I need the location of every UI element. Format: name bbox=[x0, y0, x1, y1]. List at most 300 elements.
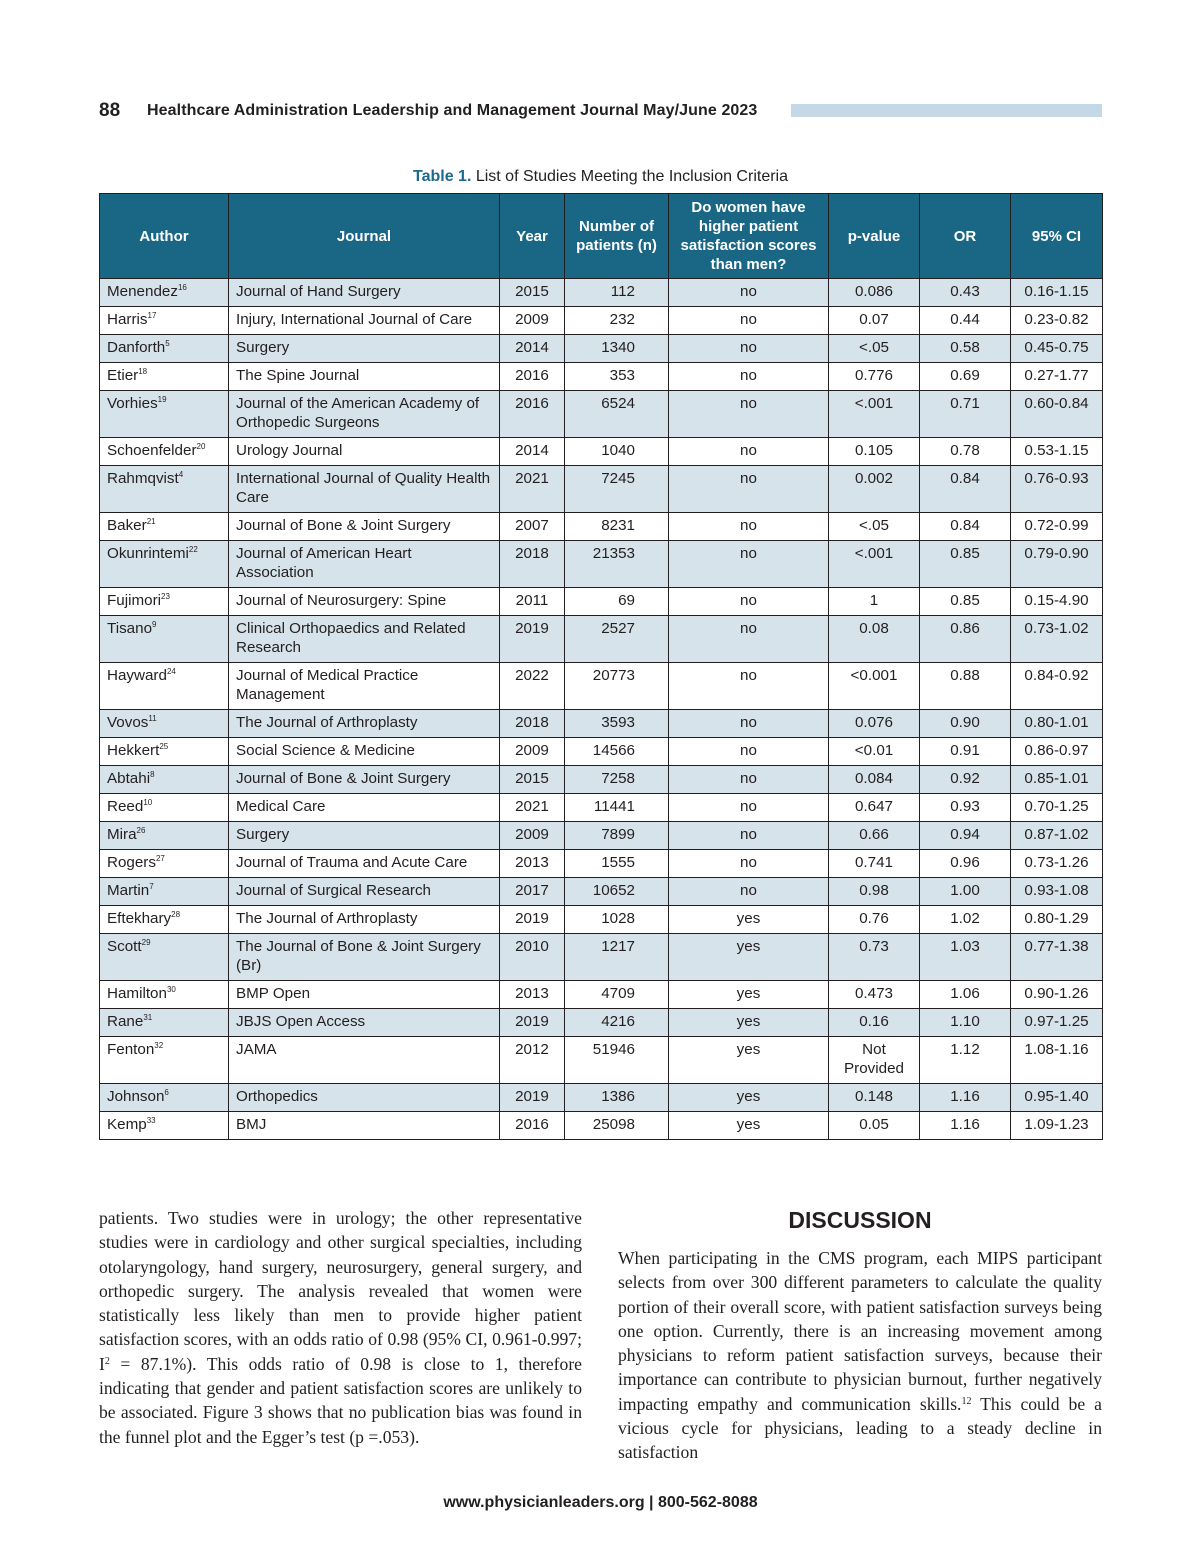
cell-n: 69 bbox=[565, 588, 669, 616]
author-name: Etier bbox=[107, 367, 139, 384]
cell-n: 7245 bbox=[565, 466, 669, 513]
cell-women: no bbox=[669, 541, 829, 588]
author-reference: 25 bbox=[159, 742, 169, 751]
cell-author bbox=[100, 906, 229, 934]
author-reference: 9 bbox=[152, 620, 157, 629]
cell-p: 0.084 bbox=[829, 766, 920, 794]
col-header-patients: Number of patients (n) bbox=[565, 194, 669, 279]
header-bar bbox=[791, 104, 1102, 117]
cell-journal: Journal of the American Academy of Orthopedic Surgeons bbox=[229, 391, 500, 438]
cell-author bbox=[100, 766, 229, 794]
cell-n: 6524 bbox=[565, 391, 669, 438]
table-row bbox=[100, 878, 1103, 906]
table-row bbox=[100, 541, 1103, 588]
author-name: Hekkert bbox=[107, 742, 160, 759]
cell-ci: 0.45-0.75 bbox=[1011, 335, 1103, 363]
cell-n: 1217 bbox=[565, 934, 669, 981]
cell-year: 2009 bbox=[500, 822, 565, 850]
cell-author bbox=[100, 663, 229, 710]
cell-or: 1.16 bbox=[920, 1112, 1011, 1140]
author-name: Rahmqvist bbox=[107, 470, 179, 487]
cell-year: 2022 bbox=[500, 663, 565, 710]
cell-women: no bbox=[669, 616, 829, 663]
cell-or: 1.16 bbox=[920, 1084, 1011, 1112]
cell-p: 0.05 bbox=[829, 1112, 920, 1140]
author-reference: 11 bbox=[148, 714, 157, 723]
cell-ci: 0.27-1.77 bbox=[1011, 363, 1103, 391]
cell-or: 1.06 bbox=[920, 981, 1011, 1009]
discussion-heading: DISCUSSION bbox=[788, 1207, 932, 1233]
cell-women: no bbox=[669, 335, 829, 363]
cell-p: 0.98 bbox=[829, 878, 920, 906]
cell-journal: Clinical Orthopaedics and Related Research bbox=[229, 616, 500, 663]
cell-ci: 0.70-1.25 bbox=[1011, 794, 1103, 822]
cell-author bbox=[100, 1084, 229, 1112]
cell-year: 2019 bbox=[500, 616, 565, 663]
cell-p: Not Provided bbox=[829, 1037, 920, 1084]
cell-year: 2018 bbox=[500, 710, 565, 738]
cell-p: 0.16 bbox=[829, 1009, 920, 1037]
cell-journal: Social Science & Medicine bbox=[229, 738, 500, 766]
table-row bbox=[100, 363, 1103, 391]
cell-women: no bbox=[669, 466, 829, 513]
cell-women: no bbox=[669, 391, 829, 438]
cell-author bbox=[100, 335, 229, 363]
cell-n: 10652 bbox=[565, 878, 669, 906]
author-reference: 29 bbox=[141, 938, 151, 947]
cell-n: 1028 bbox=[565, 906, 669, 934]
cell-ci: 0.86-0.97 bbox=[1011, 738, 1103, 766]
table-row bbox=[100, 738, 1103, 766]
cell-year: 2016 bbox=[500, 363, 565, 391]
i-squared-superscript: 2 bbox=[104, 1355, 110, 1367]
cell-n: 353 bbox=[565, 363, 669, 391]
cell-or: 0.69 bbox=[920, 363, 1011, 391]
cell-ci: 0.23-0.82 bbox=[1011, 307, 1103, 335]
page-footer: www.physicianleaders.org | 800-562-8088 bbox=[443, 1494, 758, 1511]
cell-women: yes bbox=[669, 934, 829, 981]
cell-ci: 0.87-1.02 bbox=[1011, 822, 1103, 850]
author-reference: 32 bbox=[154, 1041, 164, 1050]
cell-n: 7899 bbox=[565, 822, 669, 850]
cell-women: yes bbox=[669, 1009, 829, 1037]
cell-or: 0.78 bbox=[920, 438, 1011, 466]
studies-table bbox=[99, 193, 1103, 1140]
cell-or: 1.02 bbox=[920, 906, 1011, 934]
cell-n: 21353 bbox=[565, 541, 669, 588]
cell-author bbox=[100, 588, 229, 616]
cell-women: no bbox=[669, 850, 829, 878]
cell-women: no bbox=[669, 766, 829, 794]
cell-journal: JBJS Open Access bbox=[229, 1009, 500, 1037]
cell-author bbox=[100, 363, 229, 391]
cell-p: 0.002 bbox=[829, 466, 920, 513]
cell-author bbox=[100, 710, 229, 738]
cell-n: 4216 bbox=[565, 1009, 669, 1037]
cell-year: 2015 bbox=[500, 766, 565, 794]
cell-journal: Journal of Bone & Joint Surgery bbox=[229, 766, 500, 794]
author-reference: 10 bbox=[143, 798, 153, 807]
cell-p: 0.741 bbox=[829, 850, 920, 878]
cell-ci: 0.16-1.15 bbox=[1011, 279, 1103, 307]
cell-n: 7258 bbox=[565, 766, 669, 794]
cell-n: 232 bbox=[565, 307, 669, 335]
cell-year: 2016 bbox=[500, 391, 565, 438]
cell-year: 2012 bbox=[500, 1037, 565, 1084]
cell-p: 0.08 bbox=[829, 616, 920, 663]
cell-p: <0.001 bbox=[829, 663, 920, 710]
author-reference: 5 bbox=[165, 339, 170, 348]
author-reference: 22 bbox=[188, 545, 198, 554]
cell-author bbox=[100, 822, 229, 850]
author-name: Fujimori bbox=[107, 592, 162, 609]
cell-journal: Orthopedics bbox=[229, 1084, 500, 1112]
cell-or: 1.03 bbox=[920, 934, 1011, 981]
cell-ci: 0.53-1.15 bbox=[1011, 438, 1103, 466]
cell-ci: 0.79-0.90 bbox=[1011, 541, 1103, 588]
cell-ci: 0.77-1.38 bbox=[1011, 934, 1103, 981]
cell-or: 1.00 bbox=[920, 878, 1011, 906]
left-paragraph-end: = 87.1%). This odds ratio of 0.98 is close to 1, therefore indicating that gender and patient satisfaction scores are unlikely to be associated. Figure 3 shows that no publication bias was found in the funnel plot and the Egger’s test (p =.053). bbox=[99, 1353, 582, 1447]
cell-year: 2021 bbox=[500, 794, 565, 822]
cell-n: 8231 bbox=[565, 513, 669, 541]
table-row bbox=[100, 513, 1103, 541]
cell-ci: 0.76-0.93 bbox=[1011, 466, 1103, 513]
table-row bbox=[100, 1084, 1103, 1112]
cell-author bbox=[100, 1112, 229, 1140]
author-name: Harris bbox=[107, 311, 148, 328]
cell-or: 0.85 bbox=[920, 588, 1011, 616]
author-name: Mira bbox=[107, 826, 137, 843]
author-reference: 18 bbox=[138, 367, 148, 376]
cell-p: <.001 bbox=[829, 541, 920, 588]
author-name: Reed bbox=[107, 798, 144, 815]
cell-n: 112 bbox=[565, 279, 669, 307]
cell-year: 2018 bbox=[500, 541, 565, 588]
cell-n: 14566 bbox=[565, 738, 669, 766]
discussion-text: When participating in the CMS program, each MIPS participant selects from over 300 different parameters to calculate the quality portion of their overall score, with patient satisfaction surveys being one option. Currently, there is an increasing movement among physicians to reform patient satisfaction surveys, because their importance can contribute to physician burnout, further negatively impacting empathy and communication skills. bbox=[618, 1248, 1102, 1414]
cell-p: <0.01 bbox=[829, 738, 920, 766]
left-column-text bbox=[99, 1206, 582, 1449]
cell-n: 4709 bbox=[565, 981, 669, 1009]
cell-author bbox=[100, 279, 229, 307]
page-header bbox=[99, 100, 1102, 124]
cell-journal: International Journal of Quality Health Care bbox=[229, 466, 500, 513]
author-reference: 6 bbox=[164, 1088, 169, 1097]
cell-year: 2017 bbox=[500, 878, 565, 906]
col-header-author: Author bbox=[100, 194, 229, 279]
col-header-or: OR bbox=[920, 194, 1011, 279]
author-reference: 16 bbox=[177, 283, 187, 292]
cell-journal: The Spine Journal bbox=[229, 363, 500, 391]
cell-p: <.05 bbox=[829, 513, 920, 541]
cell-author bbox=[100, 513, 229, 541]
cell-n: 1340 bbox=[565, 335, 669, 363]
cell-journal: BMJ bbox=[229, 1112, 500, 1140]
cell-p: 0.148 bbox=[829, 1084, 920, 1112]
cell-women: yes bbox=[669, 1112, 829, 1140]
cell-author bbox=[100, 934, 229, 981]
cell-women: no bbox=[669, 438, 829, 466]
cell-or: 0.86 bbox=[920, 616, 1011, 663]
table-row bbox=[100, 794, 1103, 822]
cell-ci: 0.80-1.29 bbox=[1011, 906, 1103, 934]
cell-p: 0.086 bbox=[829, 279, 920, 307]
cell-or: 0.90 bbox=[920, 710, 1011, 738]
cell-year: 2007 bbox=[500, 513, 565, 541]
author-reference: 17 bbox=[147, 311, 157, 320]
reference-superscript: 12 bbox=[961, 1395, 972, 1407]
author-reference: 27 bbox=[155, 854, 165, 863]
cell-p: 0.66 bbox=[829, 822, 920, 850]
cell-n: 1040 bbox=[565, 438, 669, 466]
cell-year: 2009 bbox=[500, 738, 565, 766]
table-row bbox=[100, 307, 1103, 335]
page-number: 88 bbox=[99, 100, 121, 121]
cell-p: 0.73 bbox=[829, 934, 920, 981]
author-name: Vorhies bbox=[107, 395, 158, 412]
cell-year: 2010 bbox=[500, 934, 565, 981]
cell-women: no bbox=[669, 363, 829, 391]
cell-author bbox=[100, 878, 229, 906]
cell-p: 0.105 bbox=[829, 438, 920, 466]
cell-journal: Journal of Hand Surgery bbox=[229, 279, 500, 307]
cell-author bbox=[100, 466, 229, 513]
cell-ci: 0.15-4.90 bbox=[1011, 588, 1103, 616]
cell-p: 0.76 bbox=[829, 906, 920, 934]
author-name: Menendez bbox=[107, 283, 178, 300]
author-name: Hamilton bbox=[107, 985, 167, 1002]
discussion-text-end: This could be a vicious cycle for physicians, leading to a steady decline in satisfaction bbox=[618, 1393, 1102, 1463]
cell-author bbox=[100, 541, 229, 588]
author-reference: 19 bbox=[157, 395, 167, 404]
cell-year: 2011 bbox=[500, 588, 565, 616]
cell-year: 2015 bbox=[500, 279, 565, 307]
cell-p: 1 bbox=[829, 588, 920, 616]
cell-women: no bbox=[669, 307, 829, 335]
col-header-women-higher: Do women have higher patient satisfaction scores than men? bbox=[669, 194, 829, 279]
table-row bbox=[100, 391, 1103, 438]
author-reference: 7 bbox=[149, 882, 154, 891]
cell-p: <.05 bbox=[829, 335, 920, 363]
author-name: Tisano bbox=[107, 620, 153, 637]
author-reference: 28 bbox=[171, 910, 181, 919]
cell-women: no bbox=[669, 738, 829, 766]
cell-journal: Surgery bbox=[229, 822, 500, 850]
author-reference: 20 bbox=[196, 442, 206, 451]
cell-or: 0.94 bbox=[920, 822, 1011, 850]
cell-journal: Journal of Neurosurgery: Spine bbox=[229, 588, 500, 616]
cell-or: 0.84 bbox=[920, 466, 1011, 513]
cell-journal: Journal of American Heart Association bbox=[229, 541, 500, 588]
cell-or: 0.85 bbox=[920, 541, 1011, 588]
cell-ci: 0.84-0.92 bbox=[1011, 663, 1103, 710]
cell-women: no bbox=[669, 878, 829, 906]
cell-author bbox=[100, 981, 229, 1009]
journal-title: Healthcare Administration Leadership and Management Journal May/June 2023 bbox=[147, 102, 758, 119]
cell-n: 25098 bbox=[565, 1112, 669, 1140]
cell-ci: 0.95-1.40 bbox=[1011, 1084, 1103, 1112]
cell-author bbox=[100, 391, 229, 438]
cell-or: 0.71 bbox=[920, 391, 1011, 438]
cell-journal: Journal of Medical Practice Management bbox=[229, 663, 500, 710]
table-row bbox=[100, 1112, 1103, 1140]
table-caption bbox=[99, 168, 1102, 186]
author-reference: 33 bbox=[146, 1116, 156, 1125]
author-reference: 31 bbox=[143, 1013, 153, 1022]
cell-ci: 0.60-0.84 bbox=[1011, 391, 1103, 438]
cell-author bbox=[100, 1037, 229, 1084]
cell-women: no bbox=[669, 710, 829, 738]
table-header-row bbox=[100, 194, 1103, 279]
author-reference: 24 bbox=[166, 667, 176, 676]
author-name: Danforth bbox=[107, 339, 166, 356]
table-body bbox=[100, 279, 1103, 1140]
cell-women: no bbox=[669, 588, 829, 616]
cell-author bbox=[100, 438, 229, 466]
cell-or: 0.93 bbox=[920, 794, 1011, 822]
table-row bbox=[100, 1037, 1103, 1084]
cell-women: yes bbox=[669, 906, 829, 934]
author-reference: 4 bbox=[178, 470, 184, 479]
table-row bbox=[100, 588, 1103, 616]
table-row bbox=[100, 822, 1103, 850]
author-name: Abtahi bbox=[107, 770, 151, 787]
cell-ci: 0.72-0.99 bbox=[1011, 513, 1103, 541]
cell-author bbox=[100, 307, 229, 335]
cell-n: 1386 bbox=[565, 1084, 669, 1112]
cell-or: 0.84 bbox=[920, 513, 1011, 541]
cell-journal: Journal of Trauma and Acute Care bbox=[229, 850, 500, 878]
cell-ci: 0.80-1.01 bbox=[1011, 710, 1103, 738]
author-name: Baker bbox=[107, 517, 147, 534]
cell-women: yes bbox=[669, 981, 829, 1009]
cell-or: 0.44 bbox=[920, 307, 1011, 335]
cell-women: no bbox=[669, 822, 829, 850]
cell-author bbox=[100, 738, 229, 766]
cell-journal: Urology Journal bbox=[229, 438, 500, 466]
cell-ci: 1.08-1.16 bbox=[1011, 1037, 1103, 1084]
cell-ci: 0.85-1.01 bbox=[1011, 766, 1103, 794]
cell-journal: The Journal of Bone & Joint Surgery (Br) bbox=[229, 934, 500, 981]
cell-n: 51946 bbox=[565, 1037, 669, 1084]
author-name: Kemp bbox=[107, 1116, 147, 1133]
author-reference: 8 bbox=[150, 770, 155, 779]
cell-p: 0.473 bbox=[829, 981, 920, 1009]
col-header-year: Year bbox=[500, 194, 565, 279]
cell-p: <.001 bbox=[829, 391, 920, 438]
table-row bbox=[100, 766, 1103, 794]
table-caption-label: Table 1. bbox=[413, 168, 472, 185]
table-row bbox=[100, 335, 1103, 363]
cell-year: 2019 bbox=[500, 906, 565, 934]
cell-n: 2527 bbox=[565, 616, 669, 663]
cell-year: 2019 bbox=[500, 1009, 565, 1037]
cell-or: 0.91 bbox=[920, 738, 1011, 766]
table-caption-text: List of Studies Meeting the Inclusion Criteria bbox=[471, 168, 788, 185]
author-reference: 23 bbox=[161, 592, 170, 601]
author-name: Vovos bbox=[107, 714, 149, 731]
cell-women: no bbox=[669, 794, 829, 822]
cell-n: 20773 bbox=[565, 663, 669, 710]
cell-year: 2014 bbox=[500, 335, 565, 363]
cell-ci: 0.73-1.02 bbox=[1011, 616, 1103, 663]
cell-ci: 0.90-1.26 bbox=[1011, 981, 1103, 1009]
cell-journal: Journal of Surgical Research bbox=[229, 878, 500, 906]
author-name: Fenton bbox=[107, 1041, 155, 1058]
author-name: Scott bbox=[107, 938, 142, 955]
cell-or: 0.88 bbox=[920, 663, 1011, 710]
cell-year: 2019 bbox=[500, 1084, 565, 1112]
table-row bbox=[100, 906, 1103, 934]
cell-journal: Injury, International Journal of Care bbox=[229, 307, 500, 335]
cell-or: 0.43 bbox=[920, 279, 1011, 307]
cell-journal: The Journal of Arthroplasty bbox=[229, 710, 500, 738]
author-name: Johnson bbox=[107, 1088, 165, 1105]
table-row bbox=[100, 981, 1103, 1009]
table-row bbox=[100, 934, 1103, 981]
cell-year: 2013 bbox=[500, 850, 565, 878]
cell-p: 0.076 bbox=[829, 710, 920, 738]
table-row bbox=[100, 438, 1103, 466]
author-name: Rogers bbox=[107, 854, 156, 871]
discussion-paragraph bbox=[618, 1246, 1102, 1465]
cell-or: 1.10 bbox=[920, 1009, 1011, 1037]
cell-ci: 1.09-1.23 bbox=[1011, 1112, 1103, 1140]
cell-author bbox=[100, 794, 229, 822]
cell-ci: 0.93-1.08 bbox=[1011, 878, 1103, 906]
cell-year: 2021 bbox=[500, 466, 565, 513]
author-reference: 30 bbox=[166, 985, 176, 994]
cell-year: 2013 bbox=[500, 981, 565, 1009]
cell-journal: Journal of Bone & Joint Surgery bbox=[229, 513, 500, 541]
table-row bbox=[100, 616, 1103, 663]
cell-women: yes bbox=[669, 1084, 829, 1112]
cell-journal: The Journal of Arthroplasty bbox=[229, 906, 500, 934]
cell-or: 0.96 bbox=[920, 850, 1011, 878]
cell-ci: 0.73-1.26 bbox=[1011, 850, 1103, 878]
cell-women: no bbox=[669, 513, 829, 541]
cell-women: yes bbox=[669, 1037, 829, 1084]
cell-women: no bbox=[669, 663, 829, 710]
cell-n: 11441 bbox=[565, 794, 669, 822]
cell-p: 0.07 bbox=[829, 307, 920, 335]
col-header-ci: 95% CI bbox=[1011, 194, 1103, 279]
col-header-journal: Journal bbox=[229, 194, 500, 279]
table-row bbox=[100, 850, 1103, 878]
table-row bbox=[100, 663, 1103, 710]
cell-year: 2009 bbox=[500, 307, 565, 335]
col-header-p-value: p-value bbox=[829, 194, 920, 279]
cell-author bbox=[100, 616, 229, 663]
cell-author bbox=[100, 1009, 229, 1037]
cell-n: 1555 bbox=[565, 850, 669, 878]
cell-or: 0.92 bbox=[920, 766, 1011, 794]
author-name: Okunrintemi bbox=[107, 545, 189, 562]
cell-women: no bbox=[669, 279, 829, 307]
cell-or: 1.12 bbox=[920, 1037, 1011, 1084]
cell-n: 3593 bbox=[565, 710, 669, 738]
cell-author bbox=[100, 850, 229, 878]
discussion-section bbox=[618, 1206, 1102, 1465]
cell-p: 0.776 bbox=[829, 363, 920, 391]
author-reference: 21 bbox=[146, 517, 156, 526]
author-name: Schoenfelder bbox=[107, 442, 197, 459]
cell-p: 0.647 bbox=[829, 794, 920, 822]
author-name: Eftekhary bbox=[107, 910, 172, 927]
cell-journal: JAMA bbox=[229, 1037, 500, 1084]
left-paragraph: patients. Two studies were in urology; the other representative studies were in cardiology and other surgical specialties, including otolaryngology, hand surgery, neurosurgery, general surgery, and orthopedic surgery. The analysis revealed that women were statistically less likely than men to provide higher patient satisfaction scores, with an odds ratio of 0.98 (95% CI, 0.961-0.997; I bbox=[99, 1208, 582, 1374]
